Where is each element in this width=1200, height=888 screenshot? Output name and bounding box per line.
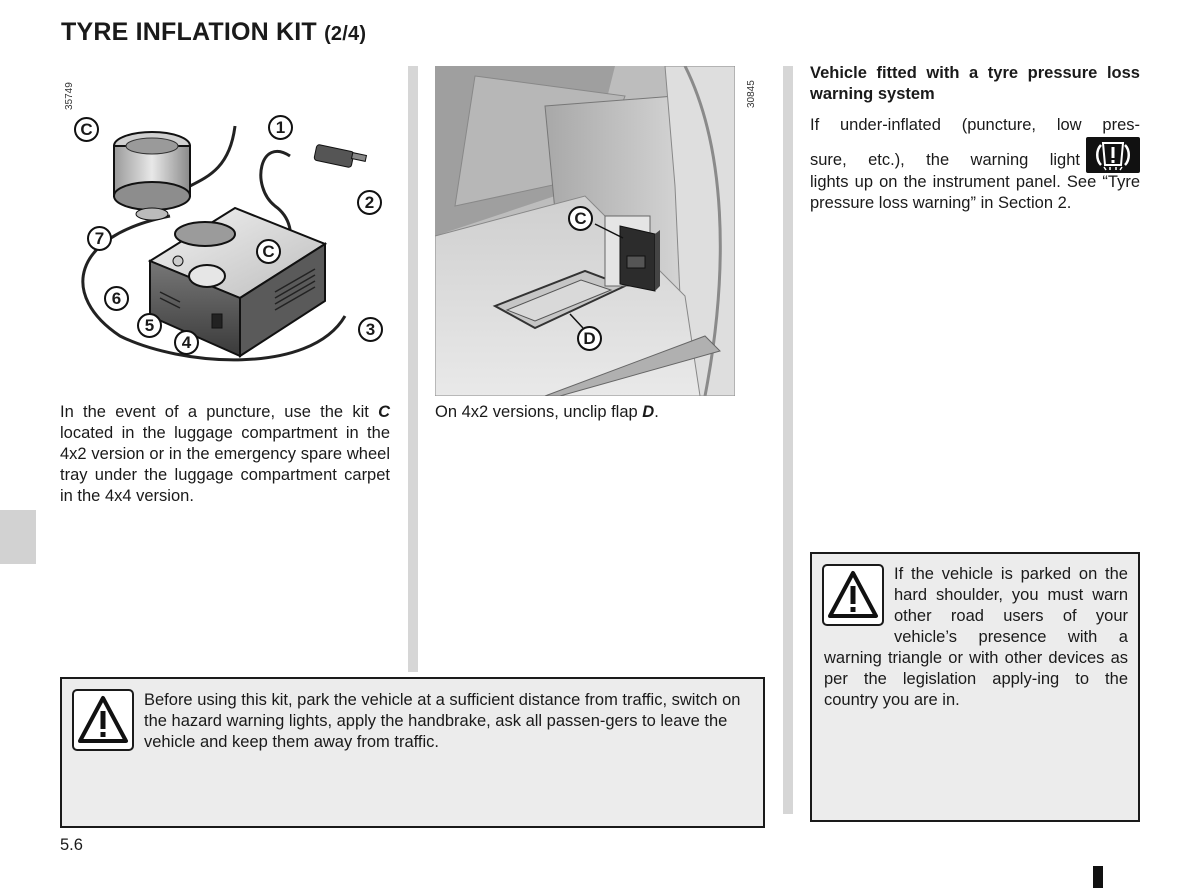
tpms-rest: lights up on the instrument panel. See “Tyre pressure loss warning” in Section 2. [810, 173, 1140, 212]
text-segment: On 4x2 versions, unclip flap [435, 403, 643, 421]
callout-4: 4 [174, 330, 199, 355]
callout-3: 3 [358, 317, 383, 342]
text-segment: . [654, 403, 659, 421]
column-divider-right [783, 66, 793, 814]
hard-shoulder-text: If the vehicle is parked on the hard shoulder, you must warn other road users of your vehicle’s presence with a warning triangle or with other devices as per the legislation apply-ing to the country you are in. [824, 565, 1128, 709]
figure-code: 35749 [64, 82, 75, 110]
kit-location-paragraph [60, 402, 390, 507]
kit-reference-c: C [378, 403, 390, 421]
callout-7: 7 [87, 226, 112, 251]
page-edge-marker [1093, 866, 1103, 888]
flap-reference-d: D [642, 403, 655, 421]
tpms-heading: Vehicle fitted with a tyre pressure loss warning system [810, 64, 1140, 103]
warning-triangle-icon [72, 689, 134, 751]
page-number: 5.6 [60, 836, 83, 854]
figure-inflation-kit [60, 66, 400, 396]
callout-2: 2 [357, 190, 382, 215]
tpms-line-1: If under-inflated (puncture, low pres- [810, 116, 1140, 134]
callout-6: 6 [104, 286, 129, 311]
callout-C-luggage: C [568, 206, 593, 231]
safety-warning-text: Before using this kit, park the vehicle at a sufficient distance from traffic, switch on the hazard warning lights, apply the handbrake, ask all passen-gers to leave the vehicle and keep them away from traffic. [144, 691, 741, 751]
hard-shoulder-warning-text [824, 564, 1128, 711]
callout-5: 5 [137, 313, 162, 338]
page-title-main: TYRE INFLATION KIT [61, 18, 317, 46]
compressor-illustration [60, 66, 400, 396]
callout-D: D [577, 326, 602, 351]
safety-warning-box [60, 677, 765, 828]
callout-8: C [74, 117, 99, 142]
icon-spacer [824, 564, 894, 648]
text-segment: located in the luggage compartment in the 4x2 version or in the emergency spare wheel tray under the luggage compartment carpet in the 4x4 version. [60, 424, 390, 505]
page-title-part: (2/4) [324, 23, 367, 45]
tyre-pressure-warning-icon [1086, 137, 1140, 173]
tpms-line-2: sure, etc.), the warning light [810, 151, 1080, 169]
figure-luggage-compartment [435, 66, 735, 396]
hard-shoulder-warning-box [810, 552, 1140, 822]
callout-C: C [256, 239, 281, 264]
column-divider-left [408, 66, 418, 672]
page-title [61, 18, 366, 47]
section-tab [0, 510, 36, 564]
text-segment: In the event of a puncture, use the kit [60, 403, 379, 421]
figure-code-right: 30845 [746, 80, 757, 108]
callout-1: 1 [268, 115, 293, 140]
flap-paragraph [435, 402, 735, 423]
